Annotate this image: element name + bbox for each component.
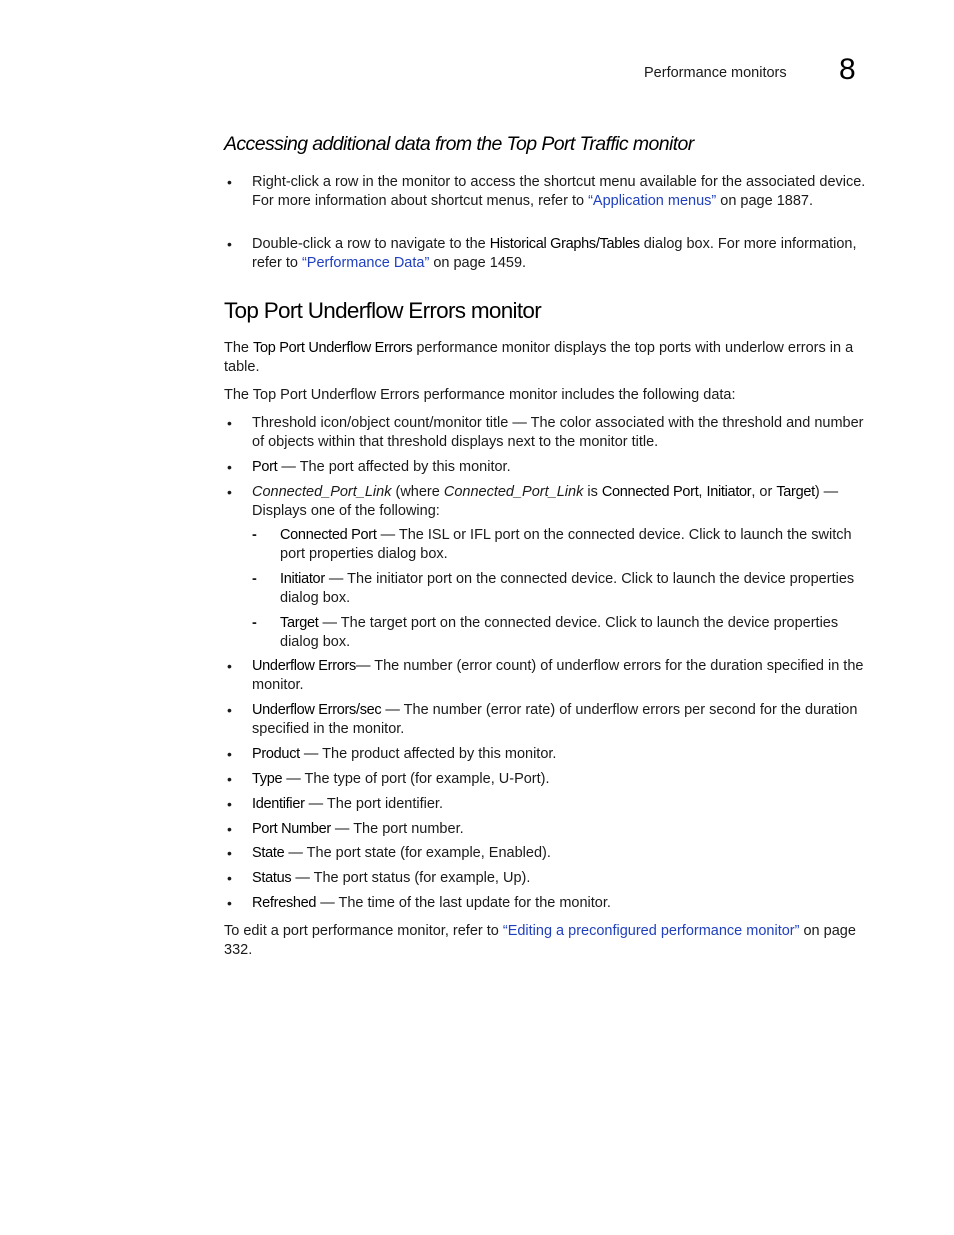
sub-list-item-text: Target — The target port on the connected device. Click to launch the device properties dialog box.	[280, 615, 839, 650]
list-item-text: Underflow Errors— The number (error count) of underflow errors for the duration specified in the monitor.	[252, 658, 864, 693]
list-item	[224, 894, 872, 913]
term: Connected Port	[280, 527, 377, 543]
sub-list-item	[252, 570, 872, 608]
subsection-heading: Accessing additional data from the Top Port Traffic monitor	[224, 133, 694, 155]
list-item-text: State — The port state (for example, Enabled).	[252, 845, 551, 861]
sub-list-item	[252, 614, 872, 652]
list-item-text: Threshold icon/object count/monitor title — The color associated with the threshold and number of objects within that threshold displays next to the monitor title.	[252, 415, 864, 450]
term: Product	[252, 746, 300, 762]
sub-list-item-text: Connected Port — The ISL or IFL port on the connected device. Click to launch the switch port properties dialog box.	[280, 527, 852, 562]
list-item	[224, 745, 872, 764]
bullet: •	[227, 771, 232, 787]
list-item	[224, 414, 872, 452]
list-item-text: Status — The port status (for example, Up).	[252, 870, 531, 886]
list-item	[224, 869, 872, 888]
term: Target	[280, 615, 319, 631]
bullet: •	[227, 702, 232, 718]
term: Identifier	[252, 796, 305, 812]
list-item	[224, 795, 872, 814]
bullet: •	[227, 236, 232, 252]
term: Port Number	[252, 821, 331, 837]
sub-list-item	[252, 526, 872, 564]
term: Historical Graphs/Tables	[489, 236, 640, 252]
list-item	[224, 844, 872, 863]
bullet: •	[227, 870, 232, 886]
term: Connected Port	[601, 484, 699, 500]
list-item	[224, 770, 872, 789]
dash-marker: -	[252, 571, 257, 587]
list-item	[224, 820, 872, 839]
list-item-text: Refreshed — The time of the last update for the monitor.	[252, 895, 611, 911]
list-item-text: Double-click a row to navigate to the Historical Graphs/Tables dialog box. For more information, refer to “Performance Data” on page 1459.	[252, 236, 857, 271]
list-item	[224, 173, 872, 211]
dash-marker: -	[252, 615, 257, 631]
list-item-text: Underflow Errors/sec — The number (error rate) of underflow errors per second for the duration specified in the monitor.	[252, 702, 858, 737]
bullet: •	[227, 895, 232, 911]
term: Initiator	[706, 484, 752, 500]
term: Refreshed	[252, 895, 317, 911]
chapter-number: 8	[839, 53, 856, 86]
list-item-text: Port Number — The port number.	[252, 821, 464, 837]
term: Type	[252, 771, 283, 787]
bullet: •	[227, 459, 232, 475]
performance-data-link[interactable]: “Performance Data”	[301, 255, 430, 271]
intro-paragraph: The Top Port Underflow Errors performance monitor displays the top ports with underlow errors in a table.	[224, 340, 854, 375]
dash-marker: -	[252, 527, 257, 543]
section-heading: Top Port Underflow Errors monitor	[224, 298, 542, 323]
term: Underflow Errors	[252, 658, 356, 674]
outro-paragraph: To edit a port performance monitor, refer to “Editing a preconfigured performance monitor” on page 332.	[224, 923, 856, 958]
list-item-text: Port — The port affected by this monitor.	[252, 459, 511, 475]
bullet: •	[227, 796, 232, 812]
list-item	[224, 458, 872, 477]
bullet: •	[227, 415, 232, 431]
bullet: •	[227, 174, 232, 190]
bullet: •	[227, 484, 232, 500]
sub-list-item-text: Initiator — The initiator port on the connected device. Click to launch the device properties dialog box.	[280, 571, 855, 606]
list-item-text: Type — The type of port (for example, U-Port).	[252, 771, 550, 787]
term: Initiator	[280, 571, 325, 587]
list-item-text: Connected_Port_Link (where Connected_Port_Link is Connected Port, Initiator, or Target) — Displays one of the following:	[252, 484, 839, 519]
application-menus-link[interactable]: “Application menus”	[588, 193, 717, 209]
bullet: •	[227, 746, 232, 762]
list-item	[224, 657, 872, 695]
list-item-text: Right-click a row in the monitor to access the shortcut menu available for the associated device. For more information about shortcut menus, refer to “Application menus” on page 1887.	[252, 174, 866, 209]
term: Status	[252, 870, 292, 886]
list-item	[224, 483, 872, 521]
term: Top Port Underflow Errors	[253, 340, 413, 356]
running-header: Performance monitors	[644, 65, 787, 81]
term: State	[252, 845, 285, 861]
bullet: •	[227, 821, 232, 837]
list-item-text: Product — The product affected by this monitor.	[252, 746, 557, 762]
list-item-text: Identifier — The port identifier.	[252, 796, 443, 812]
bullet: •	[227, 658, 232, 674]
term: Target	[776, 484, 815, 500]
term: Port	[252, 459, 278, 475]
term: Underflow Errors/sec	[252, 702, 382, 718]
bullet: •	[227, 845, 232, 861]
list-item	[224, 235, 872, 273]
editing-monitor-link[interactable]: “Editing a preconfigured performance monitor”	[502, 923, 800, 939]
list-item	[224, 701, 872, 739]
includes-paragraph: The Top Port Underflow Errors performance monitor includes the following data:	[224, 387, 736, 403]
